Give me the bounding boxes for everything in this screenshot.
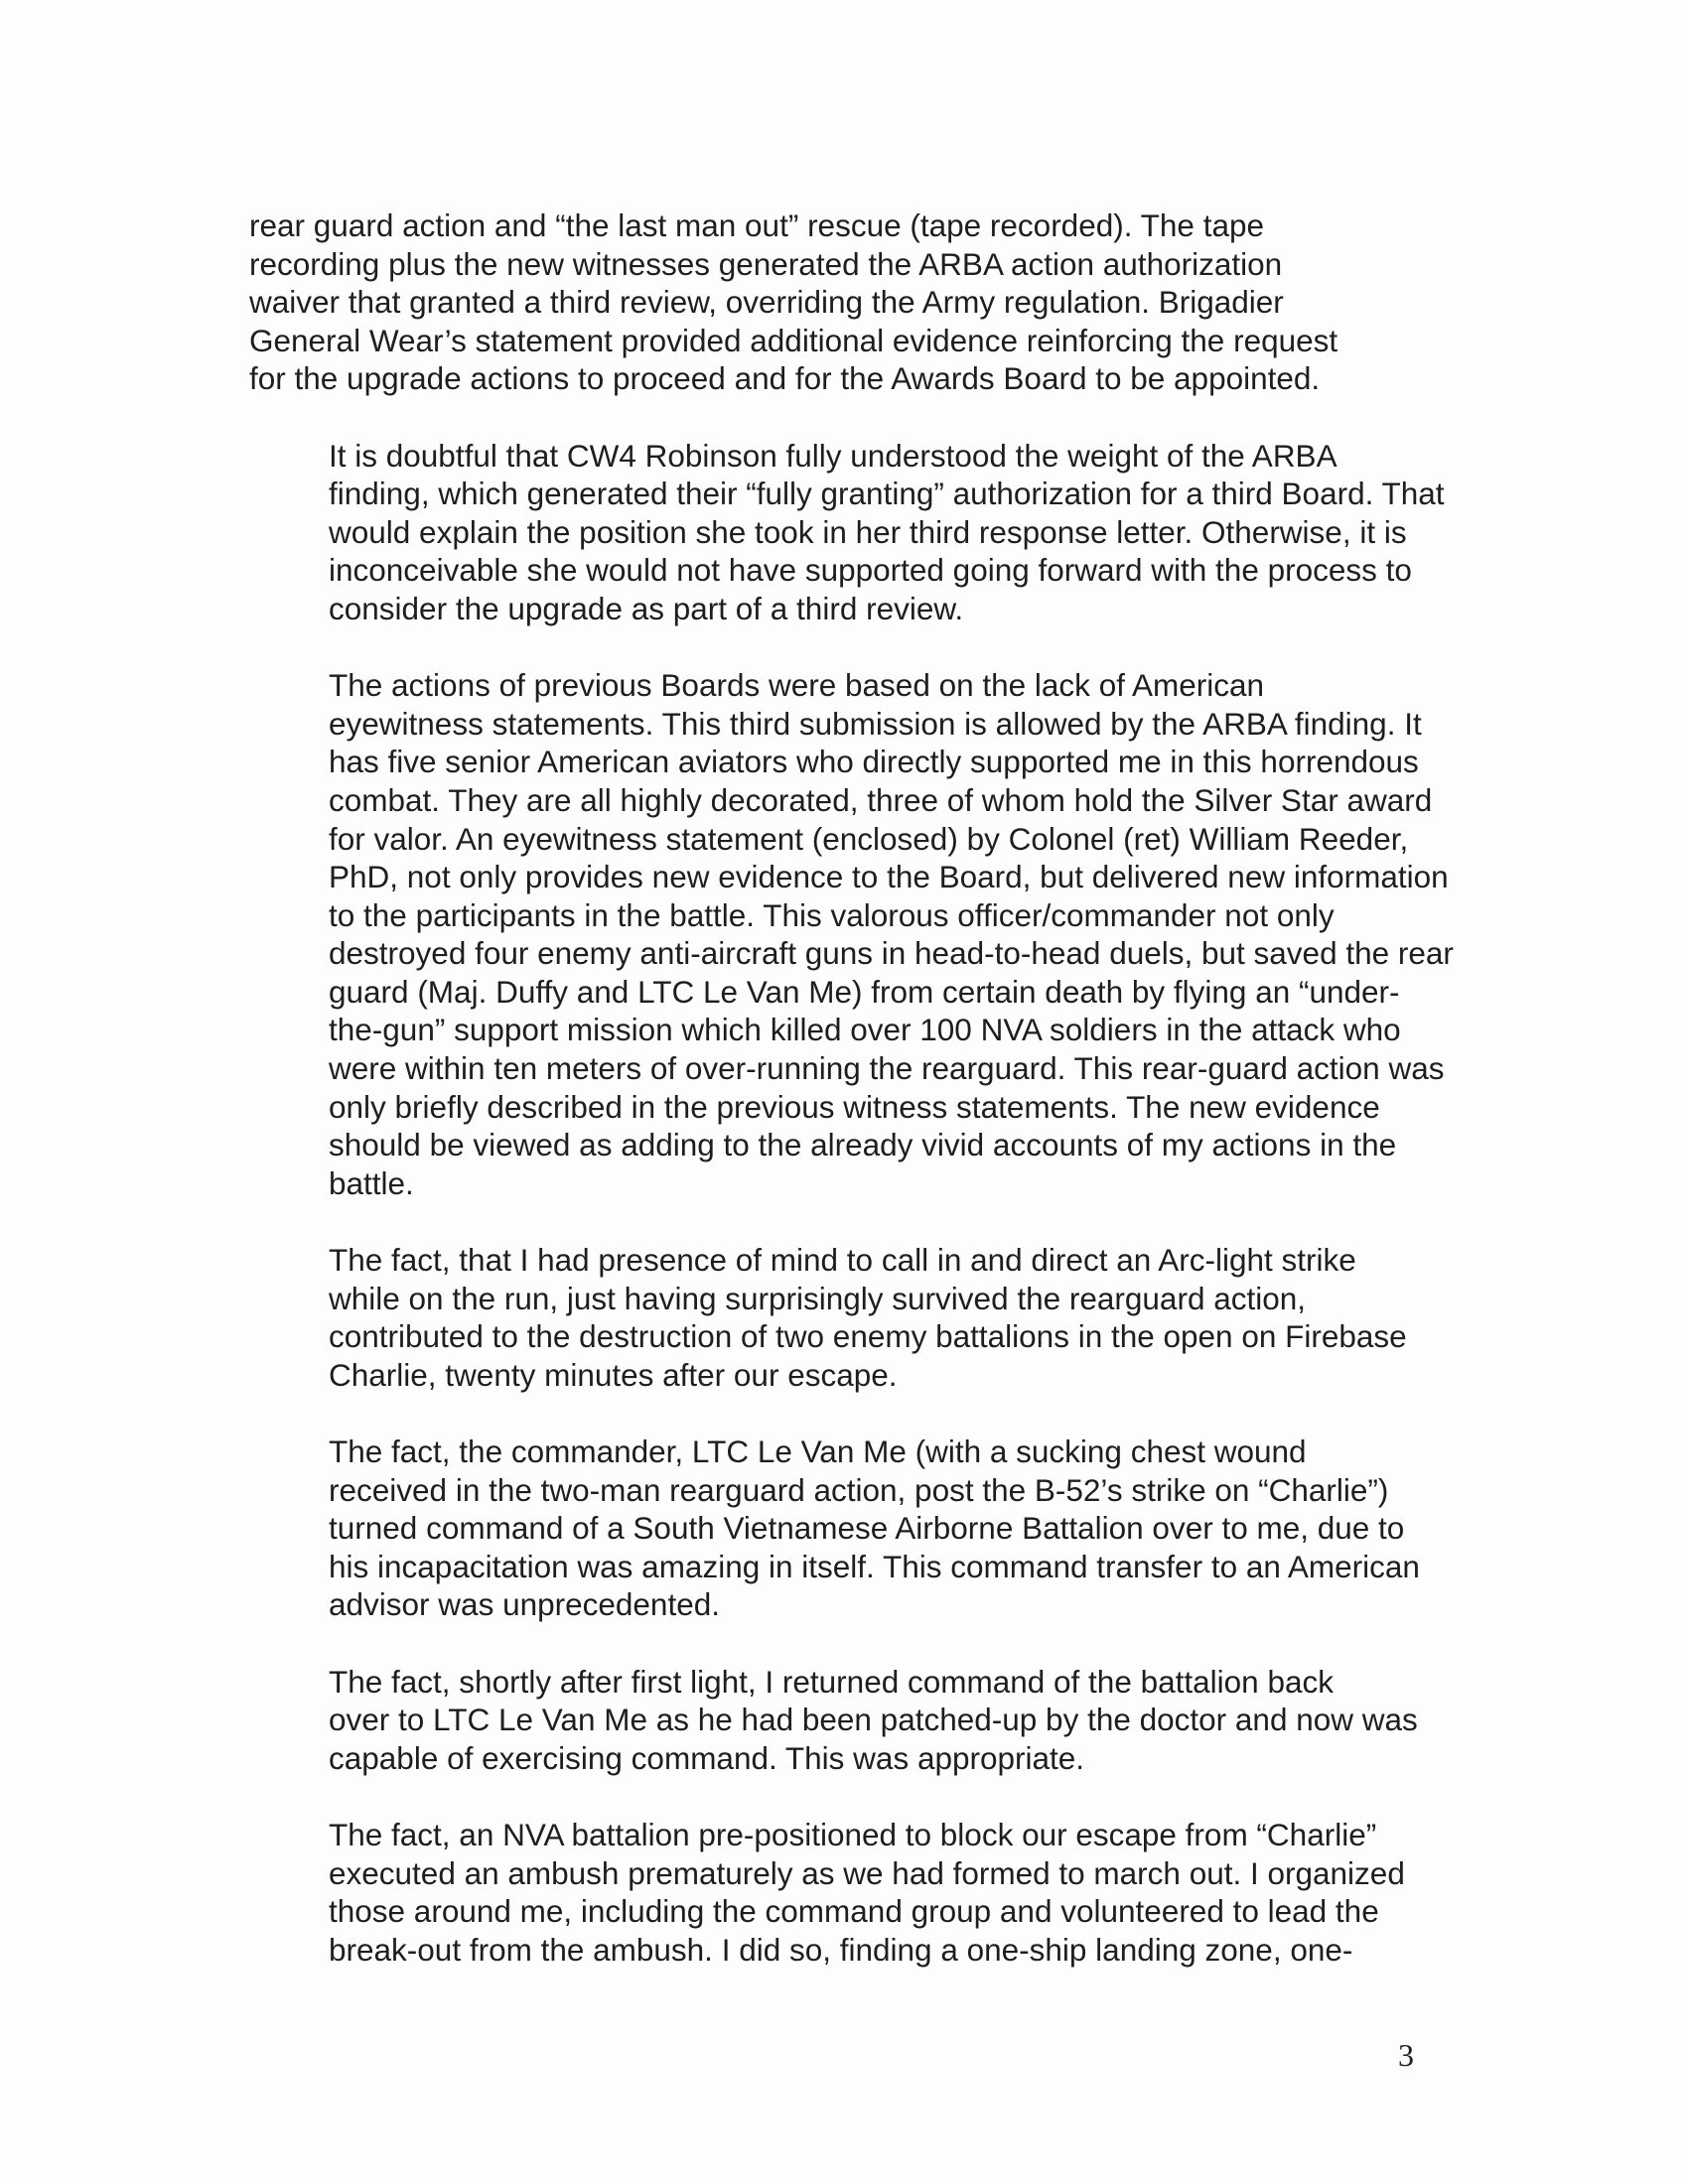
text-line: General Wear’s statement provided additional evidence reinforcing the request <box>249 322 1338 358</box>
text-line: break-out from the ambush. I did so, finding a one-ship landing zone, one- <box>329 1931 1353 1968</box>
text-line: the-gun” support mission which killed over 100 NVA soldiers in the attack who <box>329 1012 1401 1048</box>
text-line: combat. They are all highly decorated, three of whom hold the Silver Star award <box>329 781 1433 818</box>
text-line: contributed to the destruction of two enemy battalions in the open on Firebase <box>329 1318 1407 1355</box>
text-line: Charlie, twenty minutes after our escape. <box>329 1356 898 1393</box>
text-line: The fact, the commander, LTC Le Van Me (with a sucking chest wound <box>329 1433 1307 1469</box>
text-line: eyewitness statements. This third submission is allowed by the ARBA finding. It <box>329 705 1422 742</box>
paragraph <box>249 1241 1455 1394</box>
text-line: executed an ambush prematurely as we had formed to march out. I organized <box>329 1854 1405 1891</box>
text-line: finding, which generated their “fully granting” authorization for a third Board. That <box>329 476 1445 512</box>
paragraph <box>249 206 1455 398</box>
text-line: capable of exercising command. This was appropriate. <box>329 1739 1085 1776</box>
text-line: inconceivable she would not have supported going forward with the process to <box>329 552 1412 589</box>
text-line: The fact, that I had presence of mind to call in and direct an Arc-light strike <box>329 1242 1356 1279</box>
text-line: consider the upgrade as part of a third review. <box>329 590 964 626</box>
text-line: to the participants in the battle. This valorous officer/commander not only <box>329 896 1335 933</box>
paragraph <box>249 437 1455 628</box>
text-line: waiver that granted a third review, overriding the Army regulation. Brigadier <box>249 284 1284 321</box>
text-line: has five senior American aviators who directly supported me in this horrendous <box>329 744 1419 780</box>
text-line: recording plus the new witnesses generated the ARBA action authorization <box>249 245 1283 282</box>
text-line: those around me, including the command group and volunteered to lead the <box>329 1893 1379 1930</box>
text-line: The actions of previous Boards were based on the lack of American <box>329 667 1265 704</box>
text-line: his incapacitation was amazing in itself. This command transfer to an American <box>329 1548 1420 1584</box>
text-line: PhD, not only provides new evidence to the Board, but delivered new information <box>329 859 1449 895</box>
text-line: guard (Maj. Duffy and LTC Le Van Me) from certain death by flying an “under- <box>329 973 1400 1010</box>
paragraph <box>249 1816 1455 1969</box>
text-line: over to LTC Le Van Me as he had been patched-up by the doctor and now was <box>329 1702 1418 1738</box>
text-line: The fact, an NVA battalion pre-positioned to block our escape from “Charlie” <box>329 1816 1377 1852</box>
page-number: 3 <box>1398 2037 1414 2073</box>
text-line: would explain the position she took in her third response letter. Otherwise, it is <box>329 513 1407 550</box>
text-line: for the upgrade actions to proceed and for the Awards Board to be appointed. <box>249 360 1321 397</box>
text-line: advisor was unprecedented. <box>329 1586 720 1623</box>
text-line: rear guard action and “the last man out” rescue (tape recorded). The tape <box>249 207 1264 243</box>
text-line: while on the run, just having surprisingly survived the rearguard action, <box>329 1280 1307 1316</box>
text-line: were within ten meters of over-running the rearguard. This rear-guard action was <box>329 1050 1445 1087</box>
text-line: It is doubtful that CW4 Robinson fully understood the weight of the ARBA <box>329 437 1337 474</box>
text-line: only briefly described in the previous witness statements. The new evidence <box>329 1088 1380 1125</box>
text-line: The fact, shortly after first light, I returned command of the battalion back <box>329 1663 1334 1700</box>
text-line: turned command of a South Vietnamese Airborne Battalion over to me, due to <box>329 1510 1405 1547</box>
paragraph <box>249 666 1455 1202</box>
text-line: received in the two-man rearguard action, post the B-52’s strike on “Charlie”) <box>329 1471 1389 1508</box>
paragraph <box>249 1663 1455 1778</box>
text-line: battle. <box>329 1164 414 1201</box>
document-body <box>249 206 1455 2007</box>
text-line: should be viewed as adding to the already vivid accounts of my actions in the <box>329 1127 1397 1163</box>
text-line: for valor. An eyewitness statement (enclosed) by Colonel (ret) William Reeder, <box>329 820 1409 857</box>
paragraph <box>249 1433 1455 1624</box>
text-line: destroyed four enemy anti-aircraft guns in head-to-head duels, but saved the rear <box>329 935 1454 972</box>
